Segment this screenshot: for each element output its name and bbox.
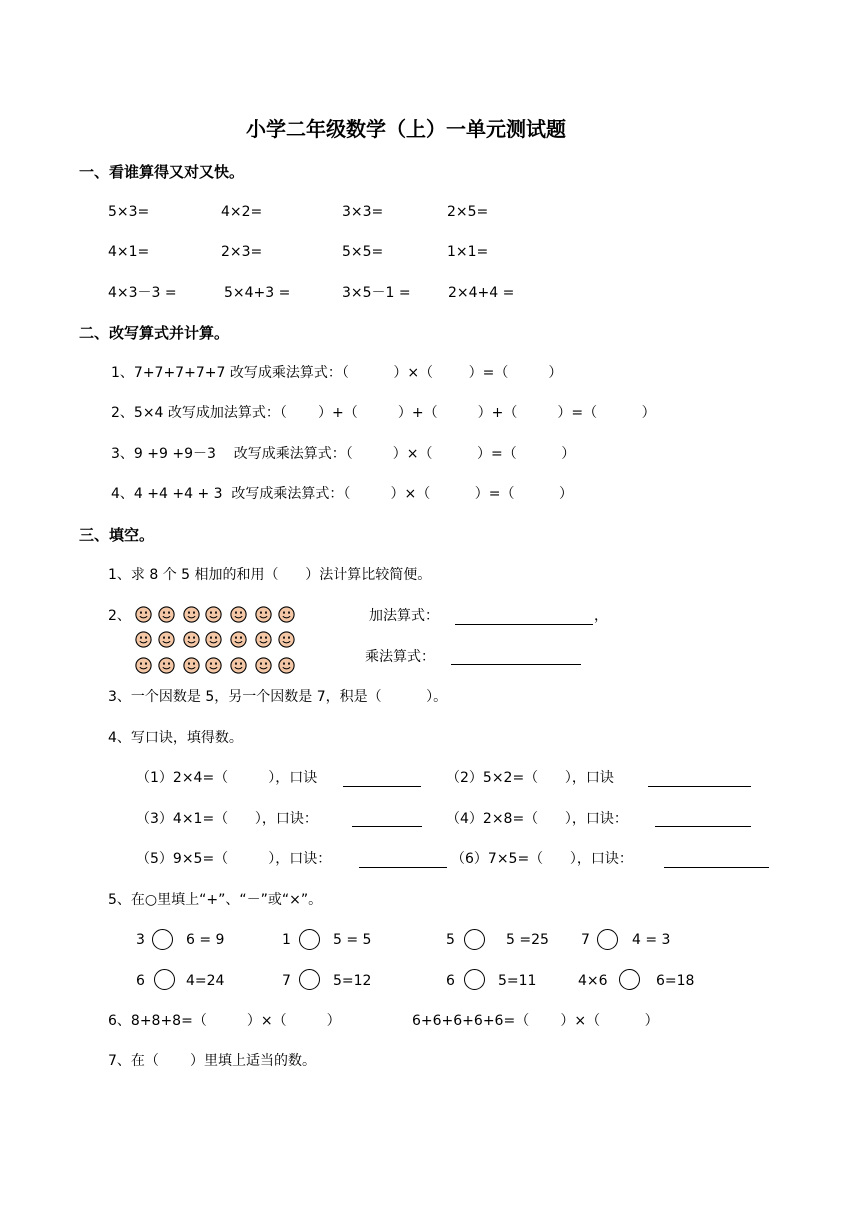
formula-item: （5）9×5=（ ），口诀： [136,851,332,867]
operator-circle[interactable] [619,969,640,990]
operator-circle[interactable] [299,929,320,950]
smiley-face-icon [255,657,272,674]
fill-question-5-heading: 5、在○里填上“+”、“－”或“×”。 [108,892,323,908]
operator-circle[interactable] [597,929,618,950]
rewrite-item: 3、9 +9 +9－3 改写成乘法算式：（ ）×（ ）=（ ） [111,446,576,462]
smiley-face-icon [255,631,272,648]
operator-right: 5 = 5 [333,932,372,948]
operator-left: 7 [581,932,590,948]
smiley-face-icon [158,631,175,648]
oral-calc-item: 4×3－3 = [108,285,177,301]
smiley-face-icon [135,606,152,623]
multiplication-answer-line [451,664,581,665]
formula-answer-line [655,826,751,827]
oral-calc-item: 2×3= [221,244,263,260]
smiley-face-icon [278,606,295,623]
fill-question-7: 7、在（ ）里填上适当的数。 [108,1053,317,1069]
formula-answer-line [359,867,447,868]
formula-item: （2）5×2=（ ），口诀 [446,770,614,786]
fill-question-1: 1、求 8 个 5 相加的和用（ ）法计算比较简便。 [108,567,432,583]
operator-left: 1 [282,932,291,948]
smiley-face-icon [158,657,175,674]
operator-right: 4 = 3 [632,932,671,948]
section-3-heading: 三、填空。 [79,526,155,544]
formula-item: （6）7×5=（ ），口诀： [451,851,633,867]
addition-comma: ， [594,608,608,624]
multiplication-label: 乘法算式： [365,649,435,665]
rewrite-item: 1、7+7+7+7+7 改写成乘法算式：（ ）×（ ）=（ ） [111,365,563,381]
formula-item: （3）4×1=（ ），口诀： [136,811,318,827]
operator-right: 5=12 [333,973,372,989]
rewrite-item: 2、5×4 改写成加法算式：（ ）+（ ）+（ ）+（ ）=（ ） [111,405,656,421]
smiley-face-icon [278,631,295,648]
oral-calc-item: 3×3= [342,204,384,220]
smiley-face-icon [205,606,222,623]
operator-circle[interactable] [152,929,173,950]
smiley-face-icon [230,631,247,648]
operator-left: 3 [136,932,145,948]
operator-left: 4×6 [578,973,608,989]
operator-circle[interactable] [464,969,485,990]
oral-calc-item: 1×1= [447,244,489,260]
smiley-face-icon [135,657,152,674]
addition-label: 加法算式： [369,608,439,624]
operator-right: 5=11 [498,973,537,989]
smiley-face-icon [183,657,200,674]
formula-answer-line [343,786,421,787]
smiley-face-icon [278,657,295,674]
fill-question-4-heading: 4、写口诀，填得数。 [108,730,243,746]
operator-left: 6 [136,973,145,989]
fill-question-3: 3、一个因数是 5，另一个因数是 7，积是（ ）。 [108,689,448,705]
fill-question-6a: 6、8+8+8=（ ）×（ ） [108,1013,341,1029]
operator-left: 7 [282,973,291,989]
operator-left: 5 [446,932,455,948]
oral-calc-item: 3×5－1 = [342,285,411,301]
operator-right: 6 = 9 [186,932,225,948]
formula-answer-line [648,786,751,787]
operator-circle[interactable] [154,969,175,990]
smiley-face-icon [205,631,222,648]
smiley-face-icon [230,606,247,623]
section-2-heading: 二、改写算式并计算。 [79,324,230,342]
page-title: 小学二年级数学（上）一单元测试题 [246,117,566,141]
addition-answer-line [455,624,593,625]
smiley-face-icon [255,606,272,623]
operator-right: 4=24 [186,973,225,989]
oral-calc-item: 4×2= [221,204,263,220]
oral-calc-item: 5×4+3 = [224,285,291,301]
smiley-face-icon [183,631,200,648]
formula-answer-line [352,826,422,827]
operator-right: 6=18 [656,973,695,989]
oral-calc-item: 4×1= [108,244,150,260]
section-1-heading: 一、看谁算得又对又快。 [79,163,245,181]
formula-answer-line [664,867,769,868]
oral-calc-item: 2×4+4 = [448,285,515,301]
fill-question-6b: 6+6+6+6+6=（ ）×（ ） [412,1013,659,1029]
oral-calc-item: 5×5= [342,244,384,260]
smiley-face-icon [183,606,200,623]
operator-right: 5 =25 [506,932,549,948]
smiley-face-icon [158,606,175,623]
oral-calc-item: 5×3= [108,204,150,220]
smiley-face-icon [205,657,222,674]
formula-item: （1）2×4=（ ），口诀 [136,770,318,786]
smiley-face-icon [230,657,247,674]
rewrite-item: 4、4 +4 +4 + 3 改写成乘法算式：（ ）×（ ）=（ ） [111,486,573,502]
fill-question-2-number: 2、 [108,608,131,624]
smiley-face-icon [135,631,152,648]
operator-left: 6 [446,973,455,989]
formula-item: （4）2×8=（ ），口诀： [446,811,628,827]
oral-calc-item: 2×5= [447,204,489,220]
operator-circle[interactable] [464,929,485,950]
operator-circle[interactable] [299,969,320,990]
